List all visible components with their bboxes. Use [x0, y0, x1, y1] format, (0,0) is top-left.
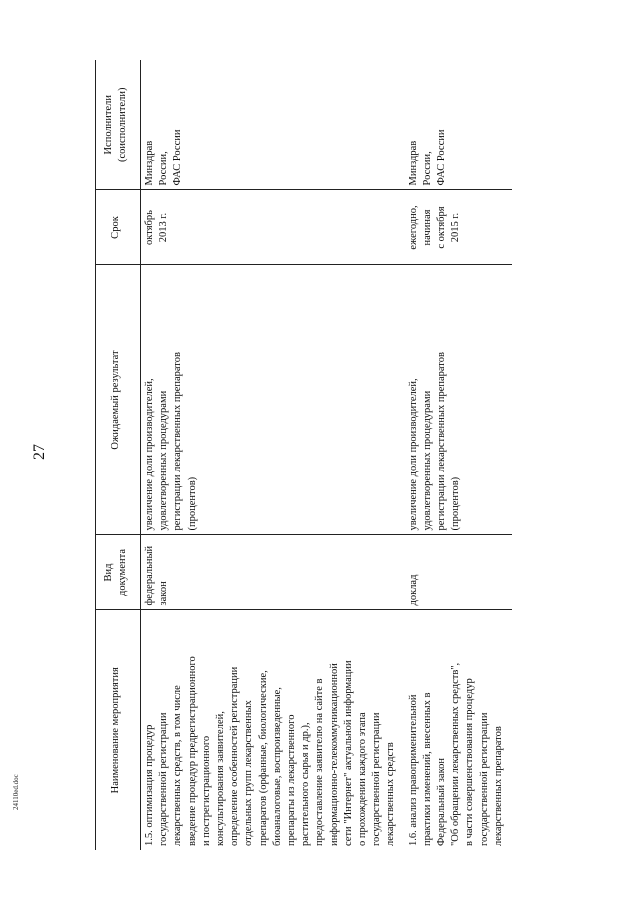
executors-cell: Минздрав России, ФАС России [141, 60, 405, 190]
header-document-type: Вид документа [96, 535, 141, 610]
measure-name-cell: 1.5. оптимизация процедур государственной регистрации лекарственных средств, в том числе введение процедур предрегистрационного и пострегистрационного консультирования заявителей, определение особенностей регистрации отдельных групп лекарственных препаратов (орфанные, биологические, биоаналоговые, воспроизведенные, препараты из лекарственного растительного сырья и др.), предоставление заявителю на сайте в информационно-телекоммуникационной сети "Интернет" актуальной информации о прохождении каждого этапа государственной регистрации лекарственных средств [144, 656, 397, 846]
header-measure-name: Наименование мероприятия [96, 610, 141, 850]
table-header-row [96, 60, 141, 850]
document-type-cell: федеральный закон [141, 535, 405, 610]
header-executors: Исполнители (соисполнители) [96, 60, 141, 190]
expected-result-cell: увеличение доли производителей, удовлетворенных процедурами регистрации лекарственных препаратов (процентов) [405, 265, 512, 535]
table-row [405, 60, 512, 850]
page-number: 27 [31, 444, 48, 460]
header-expected-result: Ожидаемый результат [96, 265, 141, 535]
document-type-cell: доклад [405, 535, 512, 610]
table-row [141, 60, 405, 850]
measures-table [95, 60, 512, 850]
header-term: Срок [96, 190, 141, 265]
footer-filename: 24110ed.doc [12, 774, 20, 810]
measures-table-page [95, 60, 545, 850]
term-cell: октябрь 2013 г. [141, 190, 405, 265]
executors-cell: Минздрав России, ФАС России [405, 60, 512, 190]
expected-result-cell: увеличение доли производителей, удовлетворенных процедурами регистрации лекарственных препаратов (процентов) [141, 265, 405, 535]
measure-name-cell: 1.6. анализ правоприменительной практики изменений, внесенных в Федеральный закон "Об обращении лекарственных средств", в части совершенствования процедур государственной регистрации лекарственных препаратов [407, 662, 504, 846]
term-cell: ежегодно, начиная с октября 2015 г. [405, 190, 512, 265]
